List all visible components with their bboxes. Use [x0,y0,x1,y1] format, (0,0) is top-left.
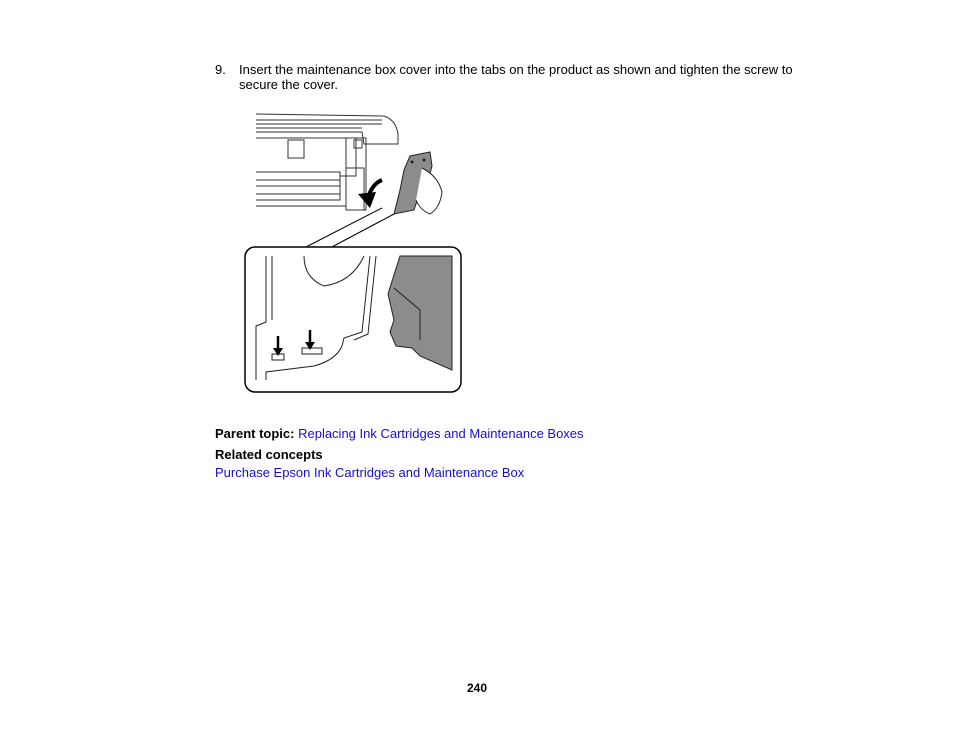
parent-topic-label: Parent topic: [215,426,295,441]
step-text: Insert the maintenance box cover into the tabs on the product as shown and tighten the screw to secure the cover. [239,62,793,92]
related-concepts-list [215,465,524,480]
page-number: 240 [466,681,488,695]
parent-topic-link[interactable]: Replacing Ink Cartridges and Maintenance Boxes [298,426,584,441]
parent-topic [215,426,584,441]
illustration-svg [244,110,464,394]
step-number: 9. [215,62,226,77]
related-concepts-heading: Related concepts [215,447,323,462]
related-concept-link[interactable]: Purchase Epson Ink Cartridges and Maintenance Box [215,465,525,480]
maintenance-box-cover-illustration [244,110,464,394]
